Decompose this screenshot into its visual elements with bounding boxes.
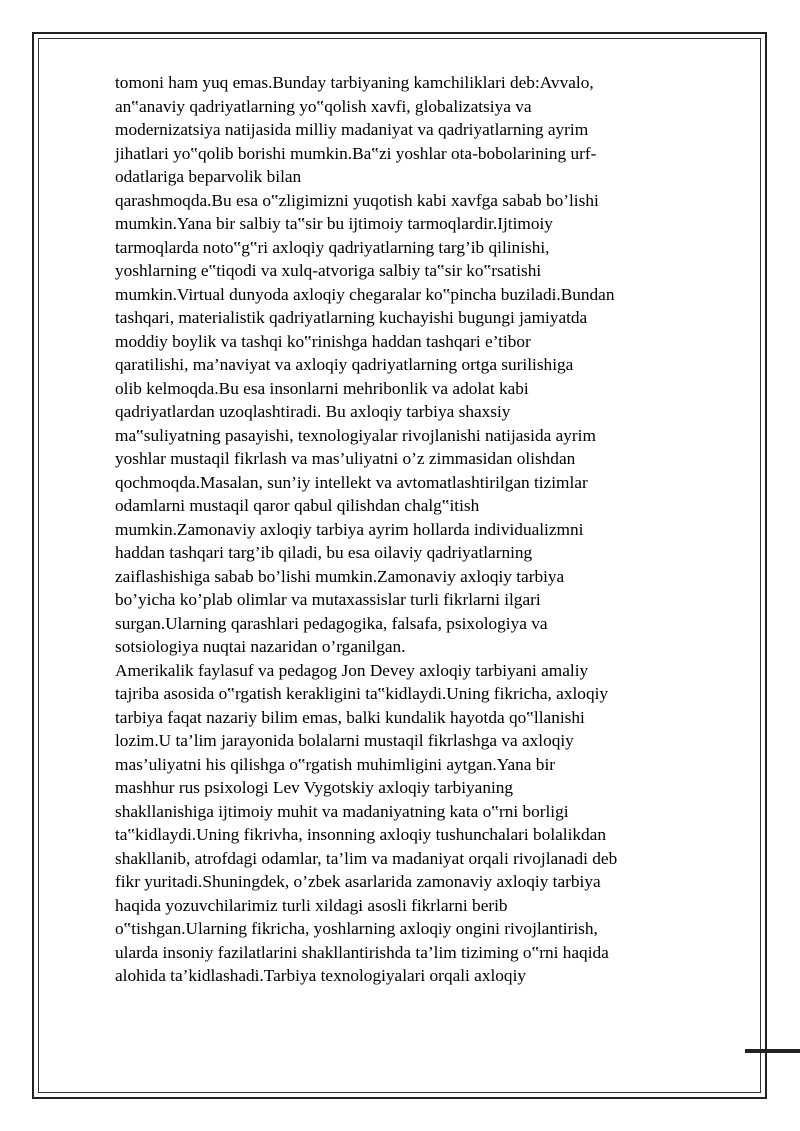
text-line: sotsiologiya nuqtai nazaridan o’rganilgan. — [115, 637, 406, 656]
text-line: tomoni ham yuq emas.Bunday tarbiyaning kamchiliklari deb:Avvalo, — [115, 73, 594, 92]
text-line: ma‟suliyatning pasayishi, texnologiyalar rivojlanishi natijasida ayrim — [115, 425, 596, 445]
text-line: haqida yozuvchilarimiz turli xildagi asosli fikrlarni berib — [115, 895, 508, 915]
text-line: surgan.Ularning qarashlari pedagogika, falsafa, psixologiya va — [115, 613, 548, 633]
text-line: zaiflashishiga sabab bo’lishi mumkin.Zamonaviy axloqiy tarbiya — [115, 566, 565, 586]
body-text — [115, 71, 741, 988]
text-line: modernizatsiya natijasida milliy madaniyat va qadriyatlarning ayrim — [115, 120, 589, 139]
text-line: qarashmoqda.Bu esa o‟zligimizni yuqotish kabi xavfga sabab bo’lishi — [115, 190, 599, 210]
text-line: yoshlar mustaqil fikrlash va mas’uliyatni o’z zimmasidan olishdan — [115, 449, 576, 468]
text-line: an‟anaviy qadriyatlarning yo‟qolish xavfi, globalizatsiya va — [115, 96, 532, 116]
text-line: odatlariga beparvolik bilan — [115, 167, 302, 186]
text-line: Amerikalik faylasuf va pedagog Jon Devey axloqiy tarbiyani amaliy — [115, 660, 589, 680]
text-line: moddiy boylik va tashqi ko‟rinishga haddan tashqari e’tibor — [115, 331, 531, 351]
text-line: tashqari, materialistik qadriyatlarning kuchayishi bugungi jamiyatda — [115, 308, 588, 327]
text-line: haddan tashqari targ’ib qiladi, bu esa oilaviy qadriyatlarning — [115, 543, 533, 562]
text-line: o‟tishgan.Ularning fikricha, yoshlarning axloqiy ongini rivojlantirish, — [115, 919, 598, 938]
text-line: qaratilishi, ma’naviyat va axloqiy qadriyatlarning ortga surilishiga — [115, 355, 574, 374]
text-line: mumkin.Zamonaviy axloqiy tarbiya ayrim hollarda individualizmni — [115, 519, 584, 539]
text-line: shakllanishiga ijtimoiy muhit va madaniyatning kata o‟rni borligi — [115, 801, 569, 821]
text-line: ularda insoniy fazilatlarini shakllantirishda ta’lim tiziming o‟rni haqida — [115, 942, 609, 962]
text-line: yoshlarning e‟tiqodi va xulq-atvoriga salbiy ta‟sir ko‟rsatishi — [115, 261, 542, 280]
footer-rule — [745, 1049, 800, 1053]
text-line: olib kelmoqda.Bu esa insonlarni mehribonlik va adolat kabi — [115, 378, 529, 398]
text-line: tajriba asosida o‟rgatish kerakligini ta‟kidlaydi.Uning fikricha, axloqiy — [115, 684, 609, 703]
text-line: tarmoqlarda noto‟g‟ri axloqiy qadriyatlarning targ’ib qilinishi, — [115, 237, 550, 257]
text-line: mumkin.Yana bir salbiy ta‟sir bu ijtimoiy tarmoqlardir.Ijtimoiy — [115, 214, 553, 233]
text-line: mashhur rus psixologi Lev Vygotskiy axloqiy tarbiyaning — [115, 778, 514, 797]
text-line: shakllanib, atrofdagi odamlar, ta’lim va madaniyat orqali rivojlanadi deb — [115, 848, 618, 868]
text-line: odamlarni mustaqil qaror qabul qilishdan chalg‟itish — [115, 496, 480, 515]
text-line: mas’uliyatni his qilishga o‟rgatish muhimligini aytgan.Yana bir — [115, 754, 555, 774]
text-line: fikr yuritadi.Shuningdek, o’zbek asarlarida zamonaviy axloqiy tarbiya — [115, 872, 601, 891]
text-line: bo’yicha ko’plab olimlar va mutaxassislar turli fikrlarni ilgari — [115, 590, 541, 609]
text-line: lozim.U ta’lim jarayonida bolalarni mustaqil fikrlashga va axloqiy — [115, 731, 574, 750]
text-line: alohida ta’kidlashadi.Tarbiya texnologiyalari orqali axloqiy — [115, 966, 527, 985]
text-line: qadriyatlardan uzoqlashtiradi. Bu axloqiy tarbiya shaxsiy — [115, 402, 511, 421]
text-line: qochmoqda.Masalan, sun’iy intellekt va avtomatlashtirilgan tizimlar — [115, 472, 588, 492]
text-line: ta‟kidlaydi.Uning fikrivha, insonning axloqiy tushunchalari bolalikdan — [115, 825, 606, 844]
text-line: jihatlari yo‟qolib borishi mumkin.Ba‟zi yoshlar ota-bobolarining urf- — [115, 143, 597, 163]
text-line: mumkin.Virtual dunyoda axloqiy chegaralar ko‟pincha buziladi.Bundan — [115, 284, 615, 304]
text-line: tarbiya faqat nazariy bilim emas, balki kundalik hayotda qo‟llanishi — [115, 707, 585, 727]
